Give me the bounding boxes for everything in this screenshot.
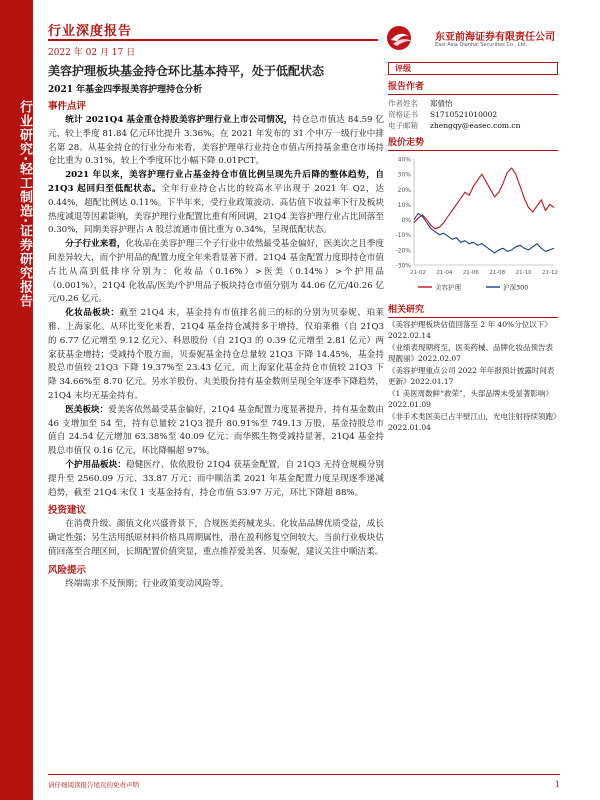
analyst-key: 资格证书 bbox=[388, 110, 418, 119]
paragraph-lead: 分子行业来看， bbox=[65, 239, 126, 250]
paragraph-lead: 2021 年以来，美容护理行业占基金持仓市值比例呈现先升后降的整体趋势，自 21Q3 起回归至低配状态。 bbox=[48, 170, 384, 194]
logo-text-cn: 东亚前海证券有限责任公司 bbox=[435, 32, 555, 43]
y-tick-label: 0% bbox=[401, 217, 411, 225]
analyst-info bbox=[388, 98, 558, 131]
y-tick-label: -10% bbox=[395, 232, 411, 240]
page-footer bbox=[40, 774, 560, 796]
related-heading: 相关研究 bbox=[388, 304, 558, 318]
paragraph-body: 截至 21Q4 末，基金持有市值排名前三的标的分别为贝泰妮、珀莱雅、上海家化。从环比变化来看，21Q4 基金持仓减持多于增持，仅珀莱雅（自 21Q3 的 6.77 亿元增至 9.12 亿元）、科思股份（自 21Q3 的 0.39 亿元增至 2.81 亿元）两家获基金增持；受减持个股方面，贝泰妮基金持仓总量较 21Q3 下降 14.45%，基金持股总市值较 21Q3 下降 19.37%至 23.43 亿元，而上海家化基金持仓市值较 21Q3 下降 34.66%至 8.70 亿元。另水羊股份、丸美股份持有基金数则呈现全年逐季下降趋势，21Q4 末均无基金持有。 bbox=[48, 308, 384, 401]
analyst-key: 电子邮箱 bbox=[388, 121, 418, 130]
series-line bbox=[414, 168, 554, 229]
rating-box: 评级 bbox=[388, 62, 558, 75]
report-type: 行业深度报告 bbox=[48, 24, 133, 39]
paragraph bbox=[48, 404, 384, 459]
paragraph bbox=[48, 307, 384, 404]
sidebar-label: 行业研究·轻工制造·证券研究报告 bbox=[17, 100, 32, 308]
stock-trend-chart bbox=[388, 153, 558, 298]
y-tick-label: 20% bbox=[397, 186, 411, 194]
stock-trend-heading: 股价走势 bbox=[388, 137, 558, 151]
company-logo bbox=[385, 24, 595, 56]
paragraph bbox=[48, 114, 384, 169]
analyst-key: 作者姓名 bbox=[388, 99, 418, 108]
related-report-link[interactable]: 《美容护理板块估值回落至 2 年 40%分位以下》2022.02.14 bbox=[388, 320, 552, 340]
related-report-link[interactable]: 《业绩表现期将至，医美药械、品牌化妆品预告表现靓丽》2022.02.07 bbox=[388, 343, 553, 363]
section-risk-heading: 风险提示 bbox=[48, 564, 87, 576]
risk-paragraph: 终端需求不及预期；行业政策变动风险等。 bbox=[65, 578, 229, 589]
logo-mark-icon bbox=[385, 24, 421, 52]
paragraph-lead: 个护用品板块： bbox=[65, 459, 127, 470]
report-subtitle: 2021 年基金四季报美容护理持仓分析 bbox=[48, 85, 203, 95]
legend-label: 沪深300 bbox=[503, 283, 529, 292]
x-tick-label: 21-04 bbox=[436, 270, 453, 276]
analyst-heading: 报告作者 bbox=[388, 81, 558, 95]
x-tick-label: 21-02 bbox=[410, 270, 426, 276]
analyst-email[interactable]: zhengqy@easec.com.cn bbox=[430, 121, 521, 130]
paragraph-lead: 医美板块： bbox=[65, 404, 109, 415]
section-invest-heading: 投资建议 bbox=[48, 505, 87, 517]
y-tick-label: 10% bbox=[397, 201, 411, 209]
paragraph-body: 全年行业持仓占比的较高水平出现于 2021 年 Q2，达 0.44%，超配比例达 0.11%。下半年来，受行业政策波动、高估值下收益率下行及板块热度减退等因素影响，美容护理行业配置比重有所回调，21Q4 美容护理行业占比回落至 0.30%，同期美容护理占 A 股总流通市值比重为 0.34%，呈现低配状态。 bbox=[48, 183, 384, 236]
x-tick-label: 21-08 bbox=[489, 270, 506, 276]
main-content bbox=[48, 62, 384, 592]
paragraph-lead: 化妆品板块： bbox=[65, 308, 120, 319]
section-events-heading: 事件点评 bbox=[48, 101, 87, 112]
analyst-value: 郑倩怡 bbox=[430, 99, 453, 108]
right-column bbox=[388, 62, 558, 433]
paragraph-body: 化妆品在美容护理三个子行业中依然最受基金偏好，医美次之且季度间差异较大，而个护用品的配置力度全年来看显著下滑。21Q4 基金配置力度即持仓市值占比从高到低排序分别为：化妆品（0.16%）>医美（0.14%）>个护用品（0.001%），21Q4 化妆品/医美/个护用品子板块持仓市值分别为 44.06 亿元/40.26 亿元/0.26 亿元。 bbox=[48, 239, 384, 305]
logo-text-en: East Asia Qianhai Securities Co., Ltd. bbox=[435, 42, 528, 48]
paragraph-body: 持仓总市值达 84.59 亿元，较上季度 81.84 亿元环比提升 3.36%。在 2021 年发布的 31 个申万一级行业中排名第 28。从基金持仓的行业分布来看，美容护理单行业持仓市值占所持基金重仓市场持仓比重为 0.31%，较上个季度环比小幅下降 0.01PCT。 bbox=[48, 115, 384, 167]
x-tick-label: 21-10 bbox=[515, 270, 532, 276]
invest-paragraph: 在消费升级、颜值文化兴盛背景下，合规医美药械龙头、化妆品品牌优质受益，成长确定性强；另生活用纸原材料价格具周期属性，潜在盈利修复空间较大。当前行业板块估值回落至合理区间，长期配置价值突显，重点推荐爱美客、贝泰妮，建议关注中顺洁柔。 bbox=[48, 519, 384, 557]
y-tick-label: -30% bbox=[395, 262, 411, 270]
y-tick-label: -20% bbox=[395, 247, 411, 255]
legend-label: 美容护理 bbox=[435, 283, 461, 292]
analyst-row bbox=[388, 98, 558, 109]
series-line bbox=[414, 214, 554, 253]
paragraph bbox=[48, 238, 384, 307]
related-report-link[interactable]: 《美容护理重点公司 2022 年年报预计披露时间表更新》2022.01.17 bbox=[388, 366, 555, 386]
sidebar bbox=[0, 0, 33, 800]
related-report-link[interactable]: 《非手术类医美已占半壁江山，光电注射持续领跑》2022.01.04 bbox=[388, 412, 557, 432]
analyst-row bbox=[388, 109, 558, 120]
trend-chart-svg bbox=[388, 153, 558, 298]
footer-divider bbox=[48, 774, 560, 775]
footer-disclaimer: 请仔细阅读报告尾页的免责声明 bbox=[48, 781, 139, 789]
page-header bbox=[40, 0, 600, 60]
related-list bbox=[388, 319, 558, 433]
report-title: 美容护理板块基金持仓环比基本持平，处于低配状态 bbox=[48, 64, 325, 78]
analyst-row bbox=[388, 120, 558, 131]
page-number: 1 bbox=[554, 780, 560, 789]
report-date: 2022 年 02 月 17 日 bbox=[48, 48, 136, 58]
analyst-value: S1710521010002 bbox=[430, 110, 498, 119]
x-tick-label: 21-12 bbox=[542, 270, 558, 276]
y-tick-label: 30% bbox=[397, 171, 411, 179]
header-divider bbox=[48, 39, 378, 41]
x-tick-label: 21-06 bbox=[462, 270, 479, 276]
paragraph-body: 稳健医疗、依依股份 21Q4 获基金配置，自 21Q3 无持仓规模分别提升至 2560.09 万元、33.87 万元；而中顺洁柔 2021 年基金配置力度呈现逐季递减趋势，截至 21Q4 末仅 1 支基金持有，持仓市值 53.97 万元，环比下降超 88%。 bbox=[48, 459, 384, 498]
paragraph bbox=[48, 459, 384, 500]
paragraph-lead: 统计 2021Q4 基金重仓持股美容护理行业上市公司情况， bbox=[65, 115, 293, 125]
y-tick-label: 40% bbox=[397, 156, 411, 164]
related-report-link[interactable]: 《1 美医周数鲜“救荣”，头部品牌未受显著影响》2022.01.09 bbox=[388, 389, 553, 409]
paragraph bbox=[48, 169, 384, 238]
paragraph-body: 爱美客依然最受基金偏好，21Q4 基金配置力度显著提升，持有基金数由 46 支增加至 54 至，持有总量较 21Q3 提升 80.91%至 749.13 万股，基金持股总市值自 24.54 亿元增加 63.38%至 40.09 亿元；而华熙生物受减持显著，21Q4 基金持股总市值仅 0.16 亿元，环比降幅超 97%。 bbox=[48, 404, 384, 457]
